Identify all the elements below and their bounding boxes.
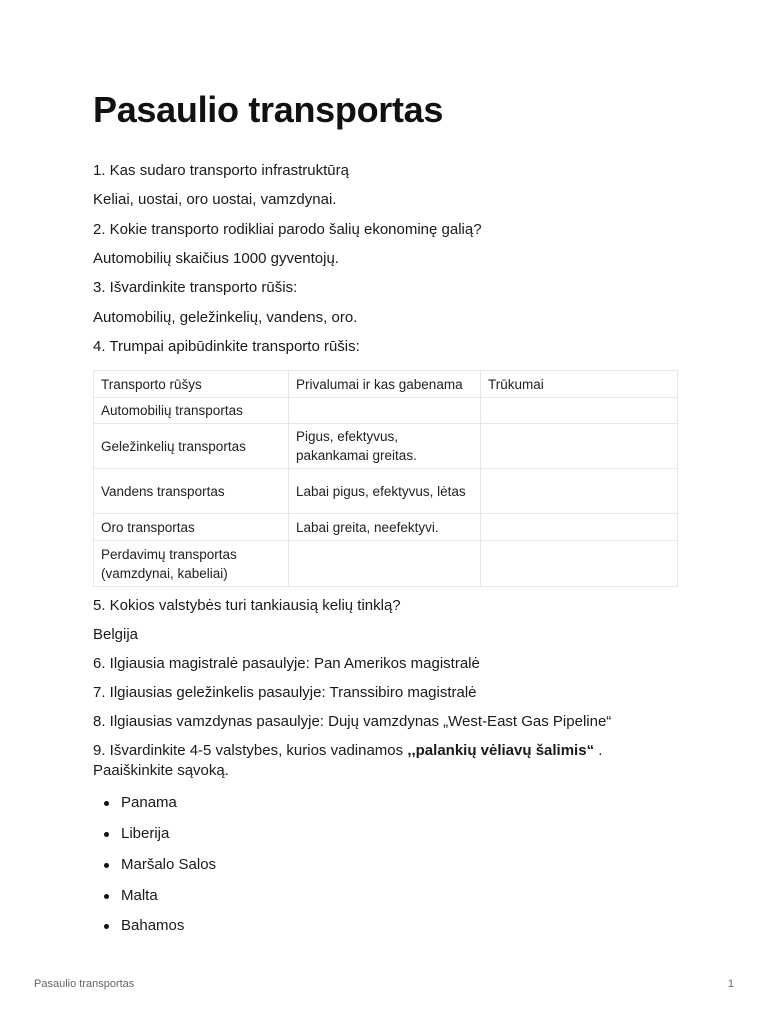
- table-cell: Geležinkelių transportas: [94, 424, 289, 469]
- table-header-cell: Trūkumai: [481, 371, 678, 398]
- table-cell: Vandens transportas: [94, 469, 289, 514]
- table-cell: Automobilių transportas: [94, 398, 289, 424]
- footer-doc-title: Pasaulio transportas: [34, 978, 135, 990]
- table-cell: Labai pigus, efektyvus, lėtas: [289, 469, 481, 514]
- list-item: Bahamos: [93, 916, 677, 946]
- question-9-bold: ,,palankių vėliavų šalimis“: [407, 742, 595, 759]
- answer-5: Belgija: [93, 626, 139, 643]
- table-cell: [481, 424, 678, 469]
- question-1: 1. Kas sudaro transporto infrastruktūrą: [93, 162, 349, 179]
- footer-page-number: 1: [727, 978, 734, 990]
- question-4: 4. Trumpai apibūdinkite transporto rūšis:: [93, 338, 360, 355]
- question-8: 8. Ilgiausias vamzdynas pasaulyje: Dujų vamzdynas „West-East Gas Pipeline“: [93, 713, 612, 730]
- table-cell: Oro transportas: [94, 514, 289, 541]
- answer-3: Automobilių, geležinkelių, vandens, oro.: [93, 309, 358, 326]
- table-row: [94, 541, 678, 587]
- table-cell: Perdavimų transportas (vamzdynai, kabeliai): [94, 541, 289, 587]
- table-cell: [481, 541, 678, 587]
- answer-1: Keliai, uostai, oro uostai, vamzdynai.: [93, 191, 337, 208]
- table-cell: [289, 541, 481, 587]
- table-row: [94, 424, 678, 469]
- document-page: [93, 88, 677, 934]
- table-cell: [289, 398, 481, 424]
- question-6: 6. Ilgiausia magistralė pasaulyje: Pan Amerikos magistralė: [93, 655, 480, 672]
- question-2: 2. Kokie transporto rodikliai parodo šalių ekonominę galią?: [93, 221, 482, 238]
- table-header-cell: Privalumai ir kas gabenama: [289, 371, 481, 398]
- answer-2: Automobilių skaičius 1000 gyventojų.: [93, 250, 339, 267]
- table-row: [94, 469, 678, 514]
- question-9-after: . Paaiškinkite sąvoką.: [93, 742, 603, 779]
- transport-table: [93, 370, 677, 587]
- list-item: Malta: [93, 886, 677, 916]
- question-5: 5. Kokios valstybės turi tankiausią kelių tinklą?: [93, 597, 401, 614]
- page-title: Pasaulio transportas: [93, 89, 444, 130]
- list-item: Maršalo Salos: [93, 855, 677, 886]
- question-9: [93, 741, 677, 781]
- table-row: [94, 398, 678, 424]
- table-header-row: [94, 371, 678, 398]
- question-3: 3. Išvardinkite transporto rūšis:: [93, 279, 298, 296]
- table-cell: [481, 469, 678, 514]
- list-item: Liberija: [93, 824, 677, 855]
- table-cell: [481, 398, 678, 424]
- table-cell: Pigus, efektyvus, pakankamai greitas.: [289, 424, 481, 469]
- table-row: [94, 514, 678, 541]
- country-list: [93, 793, 677, 946]
- list-item: Panama: [93, 793, 677, 824]
- table-header-cell: Transporto rūšys: [94, 371, 289, 398]
- question-7: 7. Ilgiausias geležinkelis pasaulyje: Transsibiro magistralė: [93, 684, 477, 701]
- table-cell: Labai greita, neefektyvi.: [289, 514, 481, 541]
- table-cell: [481, 514, 678, 541]
- question-9-text: 9. Išvardinkite 4-5 valstybes, kurios vadinamos: [93, 742, 408, 759]
